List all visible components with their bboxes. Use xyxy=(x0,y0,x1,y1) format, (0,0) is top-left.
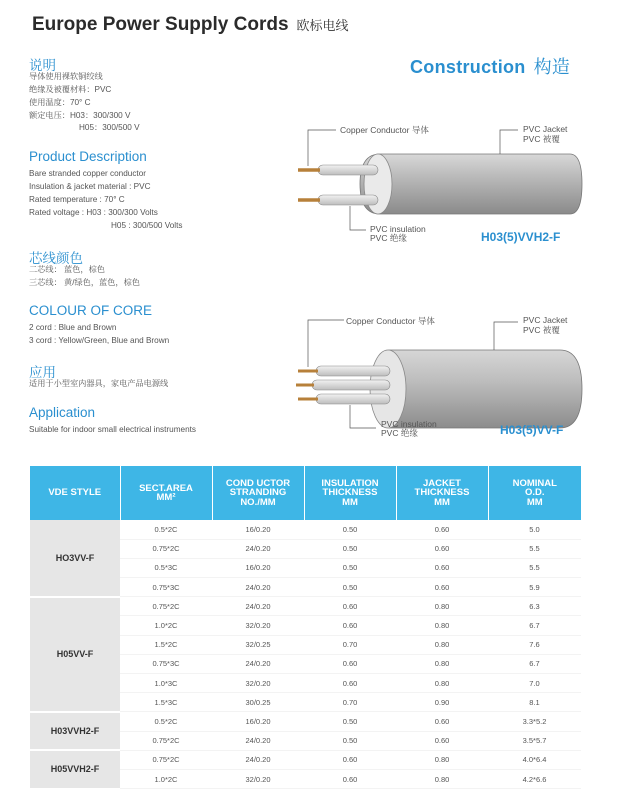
jacket-cell: 0.80 xyxy=(396,750,488,769)
od-cell: 4.0*6.4 xyxy=(488,750,581,769)
product-description-heading: Product Description xyxy=(29,149,147,164)
od-cell: 6.7 xyxy=(488,616,581,635)
insulation-cell: 0.50 xyxy=(304,712,396,731)
sect-area-cell: 1.0*3C xyxy=(120,674,212,693)
leader-line-jacket xyxy=(500,130,518,154)
sect-area-cell: 0.75*2C xyxy=(120,597,212,616)
core-colour-cn-line: 二芯线： 蓝色，棕色 xyxy=(29,265,105,274)
od-cell: 4.2*6.6 xyxy=(488,769,581,788)
sect-area-cell: 0.75*2C xyxy=(120,731,212,750)
title-cn: 欧标电线 xyxy=(296,18,349,33)
application-heading: Application xyxy=(29,405,96,420)
construction-title-en: Construction xyxy=(410,57,526,77)
page-title xyxy=(32,14,349,36)
vde-style-cell: H03VVH2-F xyxy=(30,712,120,750)
description-cn-line: 使用温度：70° C xyxy=(29,98,91,107)
insulation-cell: 0.50 xyxy=(304,558,396,577)
table-header-row xyxy=(30,466,581,520)
product-description-line: Rated temperature : 70° C xyxy=(29,195,125,204)
jacket-label-line-1: PVC Jacket xyxy=(523,315,568,325)
stranding-cell: 16/0.20 xyxy=(212,558,304,577)
jacket-cell: 0.60 xyxy=(396,578,488,597)
header-insulation-thickness: INSULATION THICKNESS MM xyxy=(304,466,396,520)
insulation-cell: 0.50 xyxy=(304,520,396,539)
od-cell: 5.0 xyxy=(488,520,581,539)
sect-area-cell: 0.75*3C xyxy=(120,654,212,673)
od-cell: 5.5 xyxy=(488,539,581,558)
construction-title-cn: 构造 xyxy=(533,57,571,77)
product-description-line: Insulation & jacket material : PVC xyxy=(29,182,151,191)
table-row xyxy=(30,712,581,731)
insulation-cell: 0.60 xyxy=(304,616,396,635)
product-description-line: H05 : 300/500 Volts xyxy=(111,221,183,230)
sect-area-cell: 1.5*2C xyxy=(120,635,212,654)
insulation-cell: 0.50 xyxy=(304,578,396,597)
header-sect-area: SECT.AREA MM² xyxy=(120,466,212,520)
colour-of-core-line: 2 cord : Blue and Brown xyxy=(29,323,117,332)
application-cn-heading: 应用 xyxy=(29,365,56,380)
header-nominal-od: NOMINAL O.D. MM xyxy=(488,466,581,520)
leader-line-jacket xyxy=(494,322,518,350)
od-cell: 3.5*5.7 xyxy=(488,731,581,750)
insulation-cell: 0.60 xyxy=(304,674,396,693)
jacket-cell: 0.60 xyxy=(396,558,488,577)
leader-line-insulation xyxy=(350,206,366,230)
sect-area-cell: 0.75*3C xyxy=(120,578,212,597)
title-en: Europe Power Supply Cords xyxy=(32,14,289,35)
stranding-cell: 30/0.25 xyxy=(212,693,304,712)
description-cn-line: 绝缘及被覆材料：PVC xyxy=(29,85,112,94)
sect-area-cell: 1.5*3C xyxy=(120,693,212,712)
jacket-cell: 0.60 xyxy=(396,712,488,731)
table-row xyxy=(30,597,581,616)
stranding-cell: 24/0.20 xyxy=(212,578,304,597)
od-cell: 5.9 xyxy=(488,578,581,597)
sect-area-cell: 0.75*2C xyxy=(120,750,212,769)
product-description-line: Bare stranded copper conductor xyxy=(29,169,146,178)
pvc-insulation-shape xyxy=(318,165,378,175)
pvc-insulation-shape xyxy=(312,380,390,390)
od-cell: 3.3*5.2 xyxy=(488,712,581,731)
header-vde-style: VDE STYLE xyxy=(30,466,120,520)
cable-name: H03(5)VVH2-F xyxy=(481,230,561,244)
colour-of-core-heading: COLOUR OF CORE xyxy=(29,303,153,318)
description-cn-line: 额定电压：H03：300/300 V xyxy=(29,111,131,120)
jacket-cell: 0.80 xyxy=(396,769,488,788)
sect-area-cell: 0.5*2C xyxy=(120,520,212,539)
jacket-cell: 0.90 xyxy=(396,693,488,712)
stranding-cell: 24/0.20 xyxy=(212,597,304,616)
insulation-label-line-2: PVC 绝缘 xyxy=(381,428,418,438)
vde-style-cell: H05VVH2-F xyxy=(30,750,120,788)
description-cn-line: 导体使用裸软铜绞线 xyxy=(29,72,103,81)
jacket-cell: 0.80 xyxy=(396,674,488,693)
pvc-jacket-shape xyxy=(360,154,582,214)
description-cn-heading: 说明 xyxy=(29,58,56,73)
stranding-cell: 24/0.20 xyxy=(212,750,304,769)
conductor-label: Copper Conductor 导体 xyxy=(346,316,435,326)
conductor-label: Copper Conductor 导体 xyxy=(340,125,429,135)
od-cell: 6.3 xyxy=(488,597,581,616)
stranding-cell: 24/0.20 xyxy=(212,731,304,750)
jacket-cell: 0.60 xyxy=(396,539,488,558)
jacket-cell: 0.80 xyxy=(396,616,488,635)
jacket-label-line-1: PVC Jacket xyxy=(523,124,568,134)
product-description-line: Rated voltage : H03 : 300/300 Volts xyxy=(29,208,158,217)
application-cn-line: 适用于小型室内器具，家电产品电源线 xyxy=(29,379,169,388)
sect-area-cell: 1.0*2C xyxy=(120,616,212,635)
pvc-insulation-shape xyxy=(316,394,390,404)
header-jacket-thickness: JACKET THICKNESS MM xyxy=(396,466,488,520)
jacket-cell: 0.60 xyxy=(396,731,488,750)
leader-line-conductor xyxy=(308,320,344,367)
od-cell: 7.6 xyxy=(488,635,581,654)
stranding-cell: 32/0.25 xyxy=(212,635,304,654)
insulation-cell: 0.50 xyxy=(304,539,396,558)
description-cn-line: H05：300/500 V xyxy=(79,123,140,132)
insulation-cell: 0.60 xyxy=(304,654,396,673)
insulation-cell: 0.60 xyxy=(304,750,396,769)
insulation-label-line-1: PVC insulation xyxy=(381,419,437,429)
insulation-cell: 0.60 xyxy=(304,597,396,616)
pvc-insulation-shape xyxy=(316,366,390,376)
core-colour-cn-line: 三芯线： 黄/绿色，蓝色，棕色 xyxy=(29,278,140,287)
table-row xyxy=(30,520,581,539)
vde-style-cell: HO3VV-F xyxy=(30,520,120,597)
jacket-label-line-2: PVC 被覆 xyxy=(523,134,560,144)
stranding-cell: 32/0.20 xyxy=(212,769,304,788)
jacket-cell: 0.80 xyxy=(396,597,488,616)
jacket-cell: 0.80 xyxy=(396,635,488,654)
insulation-cell: 0.70 xyxy=(304,693,396,712)
sect-area-cell: 0.75*2C xyxy=(120,539,212,558)
od-cell: 6.7 xyxy=(488,654,581,673)
stranding-cell: 24/0.20 xyxy=(212,654,304,673)
stranding-cell: 32/0.20 xyxy=(212,674,304,693)
insulation-cell: 0.50 xyxy=(304,731,396,750)
leader-line-conductor xyxy=(308,130,336,166)
spec-table xyxy=(30,466,581,790)
od-cell: 7.0 xyxy=(488,674,581,693)
core-colour-cn-heading: 芯线颜色 xyxy=(29,251,83,266)
construction-title xyxy=(410,53,570,79)
table-row xyxy=(30,750,581,769)
insulation-label-line-2: PVC 绝缘 xyxy=(370,233,407,243)
stranding-cell: 24/0.20 xyxy=(212,539,304,558)
header-conductor-stranding: COND UCTOR STRANDING NO./MM xyxy=(212,466,304,520)
stranding-cell: 16/0.20 xyxy=(212,712,304,731)
vde-style-cell: H05VV-F xyxy=(30,597,120,712)
jacket-label-line-2: PVC 被覆 xyxy=(523,325,560,335)
od-cell: 5.5 xyxy=(488,558,581,577)
sect-area-cell: 0.5*2C xyxy=(120,712,212,731)
jacket-cell: 0.80 xyxy=(396,654,488,673)
insulation-cell: 0.60 xyxy=(304,769,396,788)
application-line: Suitable for indoor small electrical instruments xyxy=(29,425,197,434)
sect-area-cell: 1.0*2C xyxy=(120,769,212,788)
stranding-cell: 32/0.20 xyxy=(212,616,304,635)
od-cell: 8.1 xyxy=(488,693,581,712)
colour-of-core-line: 3 cord : Yellow/Green, Blue and Brown xyxy=(29,336,170,345)
insulation-label-line-1: PVC insulation xyxy=(370,224,426,234)
cable-name: H03(5)VV-F xyxy=(500,423,564,437)
insulation-cell: 0.70 xyxy=(304,635,396,654)
stranding-cell: 16/0.20 xyxy=(212,520,304,539)
sect-area-cell: 0.5*3C xyxy=(120,558,212,577)
jacket-cell: 0.60 xyxy=(396,520,488,539)
pvc-insulation-shape xyxy=(318,195,378,205)
